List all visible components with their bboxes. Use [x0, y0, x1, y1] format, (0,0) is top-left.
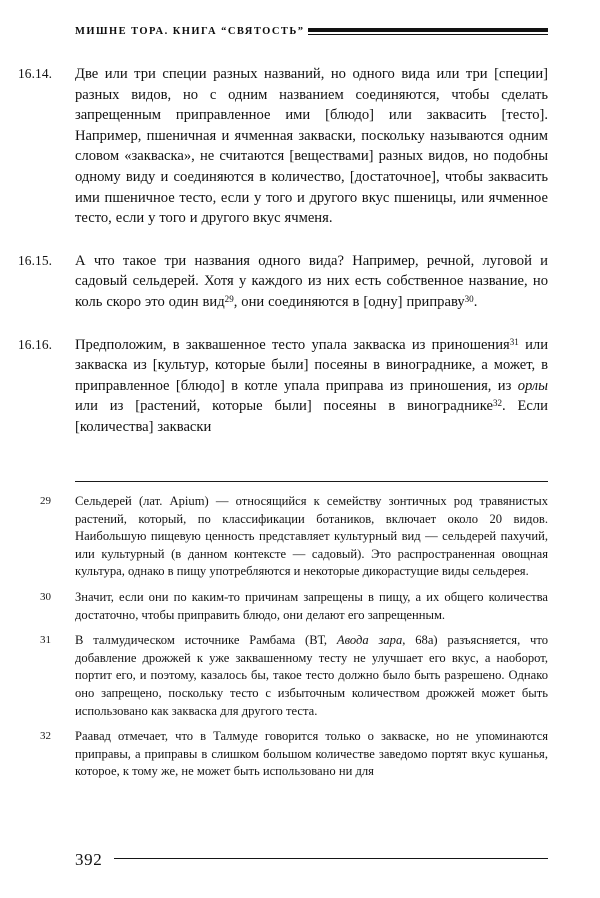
running-header	[75, 22, 548, 42]
section-block	[18, 64, 548, 229]
section-block	[18, 335, 548, 438]
footnote-separator-rule	[75, 481, 548, 482]
folio-rule	[114, 858, 548, 859]
footnote-text: Сельдерей (лат. Apium) — относящийся к семейству зонтичных род травянистых растений, который, по классификации ботаников, включает около 20 видов. Наибольшую пищевую ценность представляет культурный вид — сельдерей пахучий, или культурный (в данном контексте — садовый). Это распространенная овощная культура, однако в пищу употребляются и некоторые дикорастущие виды сельдерея.	[75, 494, 548, 579]
body-sections	[18, 64, 548, 438]
section-text: А что такое три названия одного вида? Например, речной, луговой и садовый сельдерей. Хотя у каждого из них есть собственное название, но коль скоро это один вид$^{29}$, они соединяются в [одну] приправу$^{30}$.	[75, 252, 548, 310]
footnote-number: 29	[40, 495, 51, 507]
footnote-text: Раавад отмечает, что в Талмуде говорится только о закваске, но не упоминаются приправы, а приправы в слишком большом количестве заведомо портят вкус кушанья, которое, к тому же, не может быть использовано ни для	[75, 729, 548, 779]
footnote-item	[18, 589, 548, 624]
section-number: 16.14.	[18, 66, 53, 81]
footnote-text: В талмудическом источнике Рамбама (ВТ, Авода зара, 68а) разъясняется, что добавление дрожжей к уже заквашенному тесту не улучшает его вкус, а наоборот, портит его, и поэтому, казалось бы, такое тесто должно было быть разрешено. Однако оно запрещено, поскольку тесто с избыточным количеством дрожжей может быть использовано как закваска для другого теста.	[75, 633, 549, 718]
section-number: 16.15.	[18, 252, 53, 268]
footnote-text: Значит, если они по каким-то причинам запрещены в пищу, а их общего количества достаточно, чтобы приправить блюдо, они делают его запрещенным.	[75, 589, 548, 622]
running-header-rule	[308, 28, 548, 35]
section-text: Предположим, в заквашенное тесто упала закваска из приношения$^{31}$ или закваска из [культур, которые были] посеяны в винограднике, а может, в приправленное [блюдо] в котле упала приправа из приношения, из орлы или из [растений, которые были] посеяны в винограднике$^{32}$. Если [количества] закваски	[75, 336, 548, 435]
page-number: 392	[75, 850, 103, 869]
footnote-number: 31	[40, 634, 51, 647]
section-number: 16.16.	[18, 336, 53, 352]
running-header-title: МИШНЕ ТОРА. КНИГА “СВЯТОСТЬ”	[75, 25, 305, 37]
footnotes-block	[18, 481, 548, 781]
footnote-item	[18, 632, 548, 720]
folio	[75, 851, 548, 868]
footnote-item	[18, 493, 548, 581]
footnote-number: 32	[40, 730, 51, 743]
footnote-number: 30	[40, 590, 51, 603]
section-text: Две или три специи разных названий, но одного вида или три [специи] разных видов, но с одним названием соединяются, чтобы сделать запрещенным приправленное ими [блюдо] или заквасить [тесто]. Например, пшеничная и ячменная закваски, поскольку называются одним словом «закваска», не считаются [веществами] разных видов, но подобны одному виду и соединяются в количество, [достаточное], чтобы заквасить ими пшеничное тесто, если у того и другого вкус пшеницы, или ячменное тесто, если у того и другого вкус ячменя.	[75, 66, 548, 227]
section-block	[18, 251, 548, 313]
footnote-item	[18, 728, 548, 781]
